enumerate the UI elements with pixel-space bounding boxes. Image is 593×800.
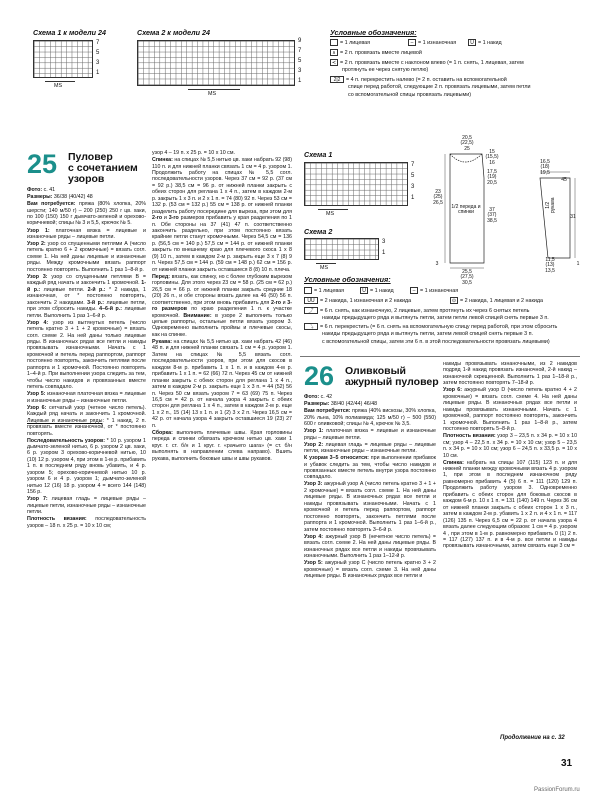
paragraph: Вам потребуется: пряжа (40% вискозы, 30% хлопка, 20% льна, 10% полиамида; 125 м/50 г) – 500 (550) 600 г оливковой; спицы № 4, крючок № 3,5. <box>304 408 436 427</box>
dim-c: 37 (37) 38,5 <box>487 207 497 224</box>
chart1-ms-label: MS <box>54 83 63 89</box>
dim-f: 3 <box>435 261 439 267</box>
paragraph: Рукава: на спицах № 5,5 нитью цв. хаки набрать 42 (46) 48 п. и для нижней планки связать 1 см = 4 р. узором 1. Затем на спицах № 5,5 вязать согл. последовательности узоров, при этом для скосов в каждом 8-м р. прибавить 1 x 1 п. и в каждом 4-м р. прибавить 1 x 1 п. = 62 (66) 72 п. Через 45 см от нижней планки закрыть с обеих сторон для реглана 1 x 4 п., затем в каждом 2-м р. закрыть еще 1 x 3 п. = 44 (52) 56 п. Через 50 см вязать узором 7 = 63 (69) 75 п. Через 16,5 см = 42 р. от начала узора 4 закрыть с обеих сторон для реглана 1 x 4 п., затем в каждом 2-м р. еще 1 x 2 п., 15 (14) 13 x 1 п. и 1 (2) 3 x 2 п. Через 16,5 см = 42 р. от начала узора 4 закрыть оставшиеся 19 (23) 27 п. <box>152 338 292 429</box>
schema2-title: Схема 2 <box>304 227 333 236</box>
legend-mid-item: с вспомогательной спицы, затем эти 6 п. в этой последовательности провязать лицевыми) <box>322 339 550 345</box>
paragraph: Фото: с. 41 <box>27 187 56 193</box>
neckline-curve <box>450 154 482 162</box>
cable-cross-symbol-icon: 2|2 <box>330 76 344 83</box>
dim-k: 1 <box>576 261 580 267</box>
double-yo-purl-symbol-icon: UU <box>304 297 318 304</box>
schema2-row-label: 1 <box>382 250 386 256</box>
ssk-symbol-icon: ≺ <box>331 60 337 66</box>
paragraph: Фото: с. 42 <box>304 394 333 400</box>
model26-column-1 <box>304 394 436 737</box>
paragraph: Узор 6: ажурный узор D (число петель кратно 4 + 2 кромочные) = вязать согл. схеме 4. На ней даны лицевые ряды. В изнаночных рядах все петли и накиды провязывать изнаночными. Начать с 1 кромочной, раппорт постоянно повторять, закончить 1 кромочной. Выполнить 1 раз 1–8-й р., затем постоянно повторять 5–8-й р. <box>443 387 577 433</box>
model-number: 25 <box>27 149 58 179</box>
paragraph: Спинка: набрать на спицы 107 (115) 123 п. и для нижней планки между кромочными вязать 4 р. узором 1, при этом в последнем изнаночном ряду равномерно прибавить 4 (5) 6 п. = 111 (120) 129 п. Продолжить работу узором 3. Одновременно прибавить с обеих сторон для боковых скосов в каждом 6-м р. 10 x 1 п. = 131 (140) 149 п. Через 36 см от нижней планки закрыть с обеих сторон 1 x 3 п., затем в каждом 2-м р. убавить 1 x 2 п. и 4 x 1 п. = 117 (126) 135 п. Через 6,5 см = 22 р. от начала узора 4 вязать далее следующим образом: 1 см = 4 р. узором 4 , при этом в 1-м р. равномерно прибавить 0 (1) 2 п. = 117 (127) 137 п. и в 4-м р. все петли и накиды провязывать изнаночными, затем связать еще 3 см = <box>443 459 577 550</box>
chart1-row-label: 7 <box>96 40 100 46</box>
paragraph: Вам потребуется: пряжа (80% хлопка, 20% шерсти; 140 м/50 г) – 200 (250) 250 г цв. хаки, по 100 (150) 150 г дымчато-зеленой и орехово-коричневой; спицы № 3 и 5,5, крючок № 5. <box>27 201 146 227</box>
k2tog-symbol-icon: ∧ <box>330 49 338 56</box>
purl-symbol-icon: – <box>408 39 416 46</box>
model25-column-2 <box>152 150 292 737</box>
paragraph: Плотность вязания: узор 3 – 23,5 п. x 34 р. = 10 x 10 см; узор 4 – 22,5 п. x 34 р. = 10 x 10 см; узор 5 – 23,5 п. x 34 р. = 10 x 10 см; узор 6 – 24,5 п. x 33,5 р. = 10 x 10 см. <box>443 433 577 459</box>
dim-d: 25,5 (27,5) 30,5 <box>460 269 474 286</box>
legend-mid-item: ⤵ = 6 п. перекрестить (= 6 п. снять на вспомогательную спицу перед работой, при этом сбросить <box>304 323 557 331</box>
paragraph: Последовательность узоров: * 10 р. узором 1 дымчато-зеленой нитью, 6 р. узором 2 цв. хаки, 6 р. узором 3 орехово-коричневой нитью, 10 (10) 12 р. узором 4, при этом в 1-м р. прибавить 1 п. в последнем ряду вновь убавить, и 4 р. узором 5; орехово-коричневой нитью 10 р. узором 6 и 4 р. узором 1; дымчато-зеленой нитью 12 (16) 18 р. узором 4 = всего 144 (148) 156 р. <box>27 437 146 496</box>
legend-top-item: спице перед работой, следующие 2 п. провязать лицевыми, затем петли <box>348 84 531 90</box>
schema1-row-label: 7 <box>411 162 415 168</box>
chart1-repeat-line <box>45 81 75 82</box>
chart2-row-label: 3 <box>298 68 302 74</box>
legend-top-item: протянуть ее через снятую петлю) <box>342 67 429 73</box>
chart2-title: Схема 2 к модели 24 <box>137 28 211 37</box>
paragraph: накиды провязывать изнаночными, из 2 накидов подряд 1-й накид провязать изнаночной, 2-й накид – изнаночной скрещенной. Выполнить 1 раз 1–18-й р., затем постоянно повторять 7–18-й р. <box>443 361 577 387</box>
dim-g: 16,5 (18) 19,5 <box>540 159 550 176</box>
section-divider <box>300 356 580 357</box>
paragraph: Размеры: 38/40 (42/44) 46/48 <box>304 401 378 408</box>
sleeve-label: 1/2 рукава <box>544 197 556 214</box>
paragraph: Узор 4: узор из вытянутых петель (число петель кратно 3 + 1 + 2 кромочные) = вязать согл. схеме 2. На ней даны только лицевые ряды. В изнаночных рядах все петли и накиды провязывать изнаночными. Начать с 1 кромочной и петель перед раппортом, раппорт постоянно повторять, закончить петлями после раппорта и 1 кромочной. Постоянно повторять 1–4-й р. При выполнении узора следить за тем, чтобы число накидов и провязанных вместе петель совпадало. <box>27 319 146 391</box>
chart2-row-label: 9 <box>298 38 302 44</box>
chart1-row-label: 5 <box>96 50 100 56</box>
sleeve-outline <box>540 178 570 258</box>
dim-e: 23 (25) 26,5 <box>433 189 443 206</box>
knit-symbol-icon <box>304 287 312 294</box>
schema1-row-label: 1 <box>411 195 415 201</box>
chart1-row-label: 3 <box>96 60 100 66</box>
chart2-row-label: 1 <box>298 78 302 84</box>
knit-symbol-icon <box>330 39 338 46</box>
model25-column-1 <box>27 187 146 737</box>
schema2-grid <box>304 238 379 260</box>
paragraph: Спинка: на спицах № 5,5 нитью цв. хаки набрать 92 (98) 110 п. и для нижней планки связать 1 см = 4 р. узором 1. Продолжить работу на спицах № 5,5 согл. последовательности узоров. Через 37 см = 92 р. (37 см = 92 р.) 38,5 см = 96 р. от нижней планки закрыть с обеих сторон для реглана 1 x 4 п., затем в каждом 2-м р. закрыть 1 x 3 п. и 2 x 1 п. = 74 (80) 92 п. Через 53 см = 132 р. (53 см = 132 р.) 55 см = 138 р. от нижней планки разделить работу посередине для выреза, при этом для 2-го и 3-го размеров прибавить у края разделения по 1 п. Обе стороны на 37 (41) 47 п. соответственно закончить раздельно, при этом постоянно вязать крайние петли станут кромочными. Через 54,5 см = 136 р. (56,5 см = 140 р.) 57,5 см = 144 р. от нижней планки закрыть по внешнему краю для плечевого скоса 1 x 8 (9) 10 п., затем в каждом 2-м р. закрыть еще 3 x 7 (8) 9 п. Через 57,5 см = 144 р. (59 см = 148 р.) 62 см = 156 р. от нижней планки закрыть оставшиеся 8 (8) 10 п. плеча. <box>152 157 292 273</box>
paragraph: Узор 6: сетчатый узор (четное число петель). Каждый ряд начать и закончить 1 кромочной. Лицевые и изнаночные ряды: * 1 накид, 2 п. провязать вместе изнаночной, от * постоянно повторять. <box>27 404 146 437</box>
legend-top-item: U = 1 накид <box>468 39 502 47</box>
chart2-grid <box>137 40 295 86</box>
yarn-over-symbol-icon: U <box>468 39 476 46</box>
model-number: 26 <box>304 361 335 391</box>
yarn-over-symbol-icon: U <box>360 287 368 294</box>
legend-mid-item: ⊙ = 2 накида, 1 лицевая и 2 накида <box>451 297 544 304</box>
paragraph: Перед: вязать, как спинку, но с более глубоким вырезом горловины. Для этого через 23 см = 58 р. (25 см = 62 р.) 26,5 см = 66 р. от нижней планки закрыть средние 18 (20) 26 п., и обе стороны вязать далее на 46 (50) 56 п. соответственно, при этом вновь прибавить для 2-го и 3-го размеров по краю разделения 1 п. к участке кромочной. Внимание: в узоре 2 выполнить только целые раппорты, остальные петли вязать узором 3. Одновременно выполнить проймы и плечевые скосы, как на спинке. <box>152 273 292 338</box>
paragraph: Узор 7: лицевая гладь = лицевые ряды – лицевые петли, изнаночные ряды – изнаночные петли. <box>27 496 146 516</box>
schema2-ms-label: MS <box>320 265 329 271</box>
legend-top-title: Условные обозначения: <box>330 28 417 37</box>
legend-mid-item: U = 1 накид <box>360 287 394 295</box>
watermark: PassionForum.ru <box>534 787 580 793</box>
chart2-repeat-line <box>188 89 240 90</box>
legend-mid-item: = 1 лицевая <box>304 287 344 295</box>
schema1-repeat-line <box>318 209 348 210</box>
dim-i: 11,5 (13) 13,5 <box>545 257 555 274</box>
legend-top-item: ≺ = 2 п. провязать вместе с наклоном влево (= 1 п. снять, 1 лицевая, затем <box>331 59 524 66</box>
schema1-ms-label: MS <box>326 211 335 217</box>
paragraph: Размеры: 36/38 (40/42) 48 <box>27 194 93 201</box>
chart2-row-label: 5 <box>298 58 302 64</box>
paragraph: Узор 5: изнаночная платочная вязка = лицевые и изнаночные ряды – изнаночные петли. <box>27 391 146 404</box>
schema1-title: Схема 1 <box>304 150 333 159</box>
legend-mid-title: Условные обозначения: <box>304 275 391 284</box>
page-number: 31 <box>561 758 573 769</box>
legend-mid-item: UU = 2 накида, 1 изнаночная и 2 накида <box>304 297 411 305</box>
paragraph: Сборка: выполнить плечевые швы. Края горловины переда и спинки обвязать крючком нитью цв. хаки 1 круг. г. ст. б/н и 1 круг. г. «рачьего шага» (= ст. б/н выполнять в направлении слева направо). Вшить рукава, выполнить боковые швы и швы рукавов. <box>152 429 292 462</box>
dim-top: 20,5 (22,5) 25 <box>460 135 474 152</box>
dim-h: 45 <box>561 177 567 183</box>
paragraph: Узор 3: ажурный узор А (число петель кратно 3 + 1 + 2 кромочные) = вязать согл. схеме 1. На ней даны лицевые ряды. В изнаночных рядах все петли и накиды провязывать изнаночными. Начать с 1 кромочной и петель перед раппортом, раппорт постоянно повторять, закончить петлями после раппорта и 1 кромочной. Выполнить 1 раз 1–6-й р., затем постоянно повторять 3–6-й р. <box>304 481 436 533</box>
back-front-label: 1/2 переда и спинки <box>451 204 481 216</box>
purl-symbol-icon: – <box>410 287 418 294</box>
model-title: Оливковый ажурный пуловер <box>345 365 439 389</box>
paragraph: Узор 5: ажурный узор С (число петель кратно 3 + 2 кромочные) = вязать согл. схеме 3. На ней даны лицевые ряды. В изнаночных рядах все петли и <box>304 560 436 579</box>
paragraph: Узор 1: платочная вязка = лицевые и изнаночные ряды – лицевые петли. <box>27 227 146 240</box>
model26-column-2 <box>443 361 577 731</box>
paragraph: узор 4 – 19 п. x 25 р. = 10 x 10 см. <box>152 150 235 156</box>
elongated-slip-symbol-icon: ⤴ <box>304 307 318 314</box>
chart2-ms-label: MS <box>208 91 217 97</box>
chart1-title: Схема 1 к модели 24 <box>33 28 107 37</box>
paragraph: Узор 2: узор со спущенными петлями А (число петель кратно 6 + 2 кромочные) = вязать согл. схеме 1. На ней даны лицевые и изнаночные ряды. Между кромочными вязать раппорт постоянно повторять. Выполнить 1 раз 1–8-й р. <box>27 241 146 273</box>
paragraph: Узор 3: узор со спущенными петлями В = каждый ряд начать и закончить 1 кромочной. 1-й р.: лицевые петли. 2-й р.: * 2 накида, 1 изнаночная, от * постоянно повторять, закончить 2 накидами. 3-й р.: лицевые петли, при этом сбросить накиды. 4–6-й р.: лицевые петли. Выполнить 1 раз 1–6-й р. <box>27 273 146 319</box>
chart1-row-label: 1 <box>96 70 100 76</box>
legend-top-item: 2|2 = 4 п. перекрестить налево (= 2 п. оставить на вспомогательной <box>330 76 507 84</box>
chart1-grid <box>33 40 93 78</box>
legend-top-item: = 1 лицевая <box>330 39 370 47</box>
legend-mid-item: накиды предыдущего ряда и вытянуть петли, затем левой спицей снять первые 3 п. <box>322 331 534 337</box>
legend-mid-item: ⤴ = 6 п. снять, как изнаночную, 2 лицевые, затем протянуть их через 6 снятых петель <box>304 307 530 315</box>
paragraph: Плотность вязания: последовательность узоров – 18 п. x 25 р. = 10 x 10 см; <box>27 516 146 529</box>
model-title: Пуловер с сочетанием узоров <box>68 151 138 186</box>
legend-top-item: ∧ = 2 п. провязать вместе лицевой <box>330 49 422 57</box>
legend-mid-item: накиды предыдущего ряда и вытянуть петли, затем петли левой спицей снять первые 3 п. <box>322 315 549 321</box>
schema1-row-label: 3 <box>411 184 415 190</box>
chart2-row-label: 7 <box>298 48 302 54</box>
schema2-row-label: 3 <box>382 239 386 245</box>
legend-top-item: – = 1 изнаночная <box>408 39 456 47</box>
dim-b: 17,5 (19) 20,5 <box>487 169 497 186</box>
schema1-row-label: 5 <box>411 173 415 179</box>
dim-j: 31 <box>570 214 576 220</box>
paragraph: Узор 4: ажурный узор В (нечетное число петель) = вязать согл. схеме 2. На ней даны лицевые ряды. В изнаночных рядах все петли и накиды провязывать изнаночными. Выполнить 1 раз 1–12-й р. <box>304 533 436 560</box>
schema2-repeat-line <box>316 263 336 264</box>
legend-top-item: со вспомогательной спицы провязать лицевыми) <box>348 92 472 98</box>
continuation-note: Продолжение на с. 32 <box>500 735 565 741</box>
legend-mid-item: – = 1 изнаночная <box>410 287 458 295</box>
schema1-grid <box>304 162 408 206</box>
double-yo-knit-symbol-icon: ⊙ <box>451 298 457 304</box>
dim-a: 15 (15,5) 16 <box>485 149 499 166</box>
paragraph: Узор 2: лицевая гладь = лицевые ряды – лицевые петли, изнаночные ряды – изнаночные петли. <box>304 441 436 454</box>
paragraph: Узор 1: платочная вязка = лицевые и изнаночные ряды – лицевые петли. <box>304 428 436 441</box>
six-stitch-cross-symbol-icon: ⤵ <box>304 323 318 330</box>
paragraph: К узорам 3–5 относится: при выполнении прибавок и убавок следить за тем, чтобы число накидов и провязанных вместе петель внутри узора постоянно совпадало. <box>304 455 436 481</box>
